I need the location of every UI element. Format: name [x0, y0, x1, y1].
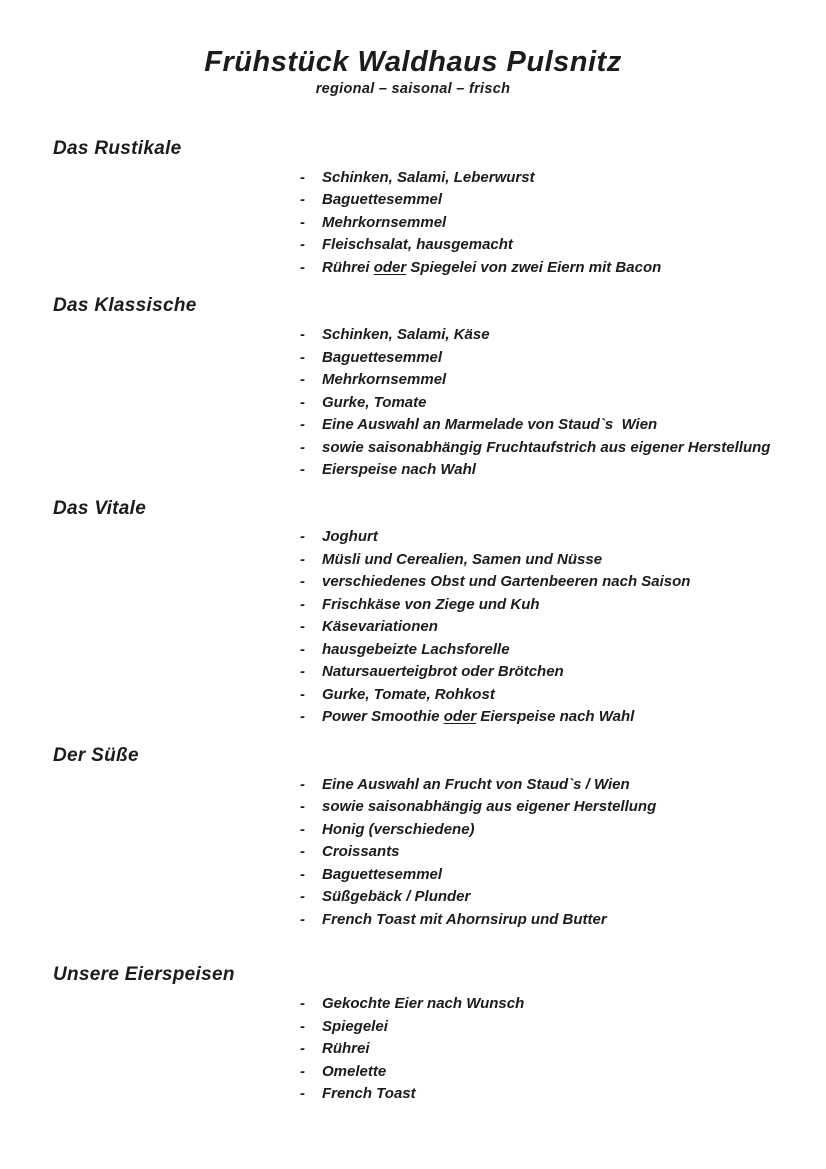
- bullet-dash: -: [300, 371, 305, 389]
- menu-item-text: Fleischsalat, hausgemacht: [322, 236, 513, 254]
- menu-item: [300, 437, 826, 460]
- menu-item-text: Müsli und Cerealien, Samen und Nüsse: [322, 550, 603, 568]
- menu-item: [300, 369, 826, 392]
- bullet-dash: -: [300, 168, 305, 186]
- menu-item: [300, 841, 826, 864]
- bullet-dash: -: [300, 1017, 305, 1035]
- bullet-dash: -: [300, 775, 305, 793]
- menu-item-text: Joghurt: [322, 528, 378, 546]
- menu-item: [300, 706, 826, 729]
- menu-item-text: Baguettesemmel: [322, 865, 443, 883]
- menu-item-text: Natursauerteigbrot oder Brötchen: [322, 663, 564, 681]
- bullet-dash: -: [300, 461, 305, 479]
- bullet-dash: -: [300, 865, 305, 883]
- menu-item-text: Schinken, Salami, Leberwurst: [322, 168, 535, 186]
- menu-item-text: Gekochte Eier nach Wunsch: [322, 995, 525, 1013]
- bullet-dash: -: [300, 1062, 305, 1080]
- menu-item: [300, 1083, 826, 1106]
- menu-item-text: Spiegelei: [322, 1017, 388, 1035]
- menu-item: [300, 819, 826, 842]
- bullet-dash: -: [300, 820, 305, 838]
- menu-item-text: Schinken, Salami, Käse: [322, 326, 490, 344]
- menu-item: [300, 212, 826, 235]
- bullet-dash: -: [300, 995, 305, 1013]
- bullet-dash: -: [300, 843, 305, 861]
- section-heading: Das Klassische: [53, 295, 197, 317]
- bullet-dash: -: [300, 438, 305, 456]
- menu-item: [300, 234, 826, 257]
- menu-item-text: Croissants: [322, 843, 400, 861]
- underlined-word: oder: [373, 258, 407, 276]
- menu-item: [300, 347, 826, 370]
- menu-item-text: Süßgebäck / Plunder: [322, 888, 471, 906]
- bullet-dash: -: [300, 1040, 305, 1058]
- bullet-dash: -: [300, 191, 305, 209]
- menu-item-text: Käsevariationen: [322, 618, 438, 636]
- page-title: Frühstück Waldhaus Pulsnitz: [204, 46, 622, 78]
- menu-item-text: Gurke, Tomate, Rohkost: [322, 685, 495, 703]
- menu-item: [300, 886, 826, 909]
- menu-item: [300, 459, 826, 482]
- page-subtitle: regional – saisonal – frisch: [315, 81, 511, 98]
- menu-item: [300, 909, 826, 932]
- menu-item-text: Eierspeise nach Wahl: [322, 461, 476, 479]
- menu-item-text: Mehrkornsemmel: [322, 371, 447, 389]
- menu-item-text: verschiedenes Obst und Gartenbeeren nach Saison: [322, 573, 691, 591]
- menu-item: [300, 392, 826, 415]
- menu-item-text: Power Smoothie oder Eierspeise nach Wahl: [322, 708, 635, 726]
- menu-item: [300, 571, 826, 594]
- menu-item: [300, 1016, 826, 1039]
- menu-section: [0, 745, 826, 931]
- menu-item-text: hausgebeizte Lachsforelle: [322, 640, 510, 658]
- bullet-dash: -: [300, 416, 305, 434]
- bullet-dash: -: [300, 258, 305, 276]
- menu-section: [0, 964, 826, 1105]
- menu-item-list: [300, 324, 826, 482]
- menu-item: [300, 774, 826, 797]
- menu-item: [300, 526, 826, 549]
- bullet-dash: -: [300, 1085, 305, 1103]
- menu-header: [0, 0, 826, 99]
- section-heading: Unsere Eierspeisen: [53, 964, 235, 986]
- menu-item: [300, 1038, 826, 1061]
- menu-item-text: Gurke, Tomate: [322, 393, 427, 411]
- menu-section: [0, 295, 826, 481]
- menu-item: [300, 616, 826, 639]
- bullet-dash: -: [300, 685, 305, 703]
- menu-item-text: sowie saisonabhängig Fruchtaufstrich aus eigener Herstellung: [322, 438, 771, 456]
- bullet-dash: -: [300, 910, 305, 928]
- bullet-dash: -: [300, 640, 305, 658]
- menu-item-text: Honig (verschiedene): [322, 820, 475, 838]
- menu-item: [300, 594, 826, 617]
- menu-item: [300, 864, 826, 887]
- menu-item-list: [300, 774, 826, 932]
- menu-item: [300, 414, 826, 437]
- bullet-dash: -: [300, 236, 305, 254]
- bullet-dash: -: [300, 550, 305, 568]
- bullet-dash: -: [300, 213, 305, 231]
- menu-item: [300, 993, 826, 1016]
- bullet-dash: -: [300, 573, 305, 591]
- menu-item: [300, 189, 826, 212]
- menu-item: [300, 257, 826, 280]
- bullet-dash: -: [300, 595, 305, 613]
- menu-sections: [0, 138, 826, 1105]
- menu-item: [300, 167, 826, 190]
- bullet-dash: -: [300, 393, 305, 411]
- menu-item-text: sowie saisonabhängig aus eigener Herstellung: [322, 798, 657, 816]
- underlined-word: oder: [443, 708, 477, 726]
- menu-item: [300, 549, 826, 572]
- menu-item: [300, 1061, 826, 1084]
- menu-section: [0, 498, 826, 729]
- menu-item-text: Omelette: [322, 1062, 387, 1080]
- section-heading: Das Vitale: [53, 497, 147, 519]
- bullet-dash: -: [300, 663, 305, 681]
- menu-item: [300, 796, 826, 819]
- menu-item-text: Frischkäse von Ziege und Kuh: [322, 595, 540, 613]
- bullet-dash: -: [300, 888, 305, 906]
- section-heading: Der Süße: [53, 744, 139, 766]
- menu-item-text: Eine Auswahl an Marmelade von Staud`s Wien: [322, 416, 658, 434]
- menu-item-list: [300, 993, 826, 1106]
- menu-item-text: Baguettesemmel: [322, 191, 443, 209]
- menu-item-text: Rührei: [322, 1040, 370, 1058]
- bullet-dash: -: [300, 618, 305, 636]
- menu-section: [0, 138, 826, 279]
- section-heading: Das Rustikale: [53, 138, 182, 160]
- menu-item-text: French Toast mit Ahornsirup und Butter: [322, 910, 607, 928]
- menu-item: [300, 639, 826, 662]
- menu-item-list: [300, 526, 826, 729]
- menu-item: [300, 661, 826, 684]
- menu-item-text: Eine Auswahl an Frucht von Staud`s / Wien: [322, 775, 630, 793]
- menu-item-text: Rührei oder Spiegelei von zwei Eiern mit Bacon: [322, 258, 662, 276]
- menu-item: [300, 684, 826, 707]
- menu-item-text: Baguettesemmel: [322, 348, 443, 366]
- bullet-dash: -: [300, 798, 305, 816]
- bullet-dash: -: [300, 708, 305, 726]
- menu-item: [300, 324, 826, 347]
- bullet-dash: -: [300, 528, 305, 546]
- menu-item-text: Mehrkornsemmel: [322, 213, 447, 231]
- menu-item-list: [300, 167, 826, 280]
- bullet-dash: -: [300, 348, 305, 366]
- menu-item-text: French Toast: [322, 1085, 416, 1103]
- bullet-dash: -: [300, 326, 305, 344]
